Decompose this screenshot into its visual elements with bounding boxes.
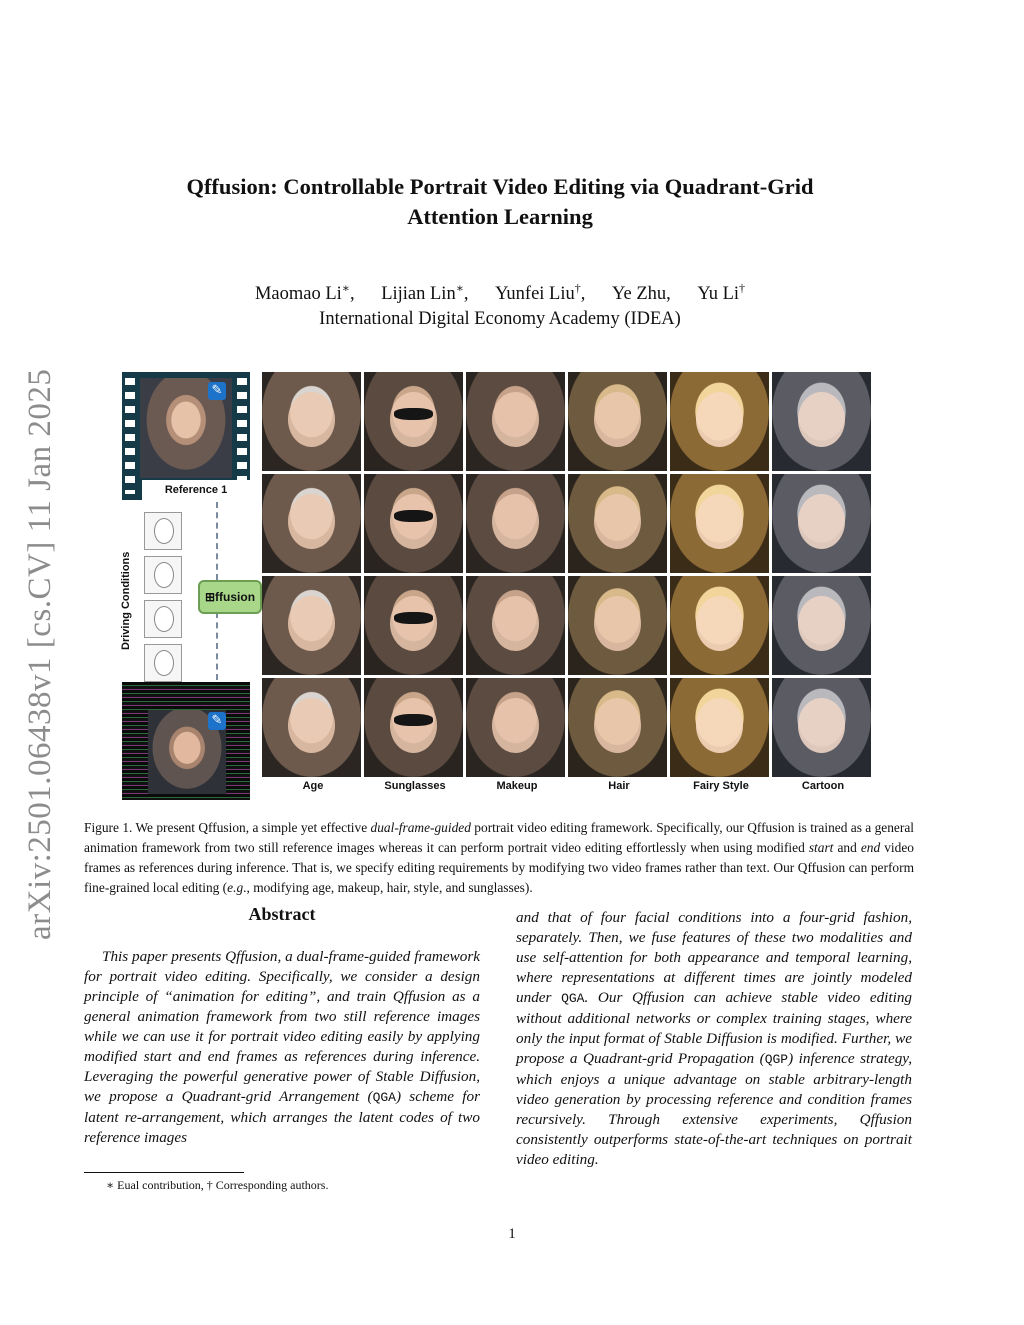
connector-line [216,502,218,580]
result-thumbnail [772,576,871,675]
result-grid [262,372,874,776]
result-thumbnail [772,474,871,573]
column-label-hair: Hair [608,780,630,792]
driving-conditions-label: Driving Conditions [120,551,132,650]
reference-1-film [122,372,250,500]
result-thumbnail [262,474,361,573]
column-label-makeup: Makeup [496,780,538,792]
figure-1 [120,370,880,800]
film-holes [125,378,135,494]
result-thumbnail [568,474,667,573]
abstract-heading: Abstract [248,904,316,924]
footnote-rule [84,1172,244,1173]
author-block [120,276,880,332]
page-number: 1 [508,1226,516,1242]
column-label-age: Age [302,780,324,792]
result-thumbnail [364,678,463,777]
result-thumbnail [568,576,667,675]
result-thumbnail [262,678,361,777]
result-thumbnail [568,678,667,777]
author: Maomao Li∗, [254,281,355,305]
result-thumbnail [262,372,361,471]
result-thumbnail [670,678,769,777]
driving-condition-thumb [144,600,182,638]
result-thumbnail [466,474,565,573]
result-thumbnail [262,576,361,675]
result-thumbnail [670,474,769,573]
reference-2-film [122,682,250,800]
footnote: ∗ Eual contribution, † Corresponding authors. [106,1178,329,1192]
reference-1-label: Reference 1 [142,480,250,500]
author: Lijian Lin∗, [381,281,469,305]
qffusion-box: ⊞ffusion [198,580,262,614]
film-holes [237,378,247,494]
result-thumbnail [466,678,565,777]
driving-condition-thumb [144,644,182,682]
author: Yunfei Liu†, [495,281,586,305]
result-thumbnail [670,576,769,675]
column-label-sunglasses: Sunglasses [384,780,446,792]
result-thumbnail [568,372,667,471]
figure-caption: Figure 1. We present Qffusion, a simple yet effective dual-frame-guided portrait video editing framework. Specifically, our Qffusion is trained as a general animation framework from two still reference images whereas it can perform portrait video editing effortlessly when using modified start and end video frames as references during inference. That is, we specify editing requirements by modifying two video frames rather than text. Our Qffusion can perform fine-grained local editing (e.g., modifying age, makeup, hair, style, and sunglasses). [84,820,914,895]
author-list [120,276,880,307]
driving-condition-thumb [144,556,182,594]
author: Ye Zhu, [612,284,671,305]
driving-condition-thumb [144,512,182,550]
result-thumbnail [772,372,871,471]
abstract-left-column [84,904,480,1148]
column-label-cartoon: Cartoon [801,780,845,792]
author: Yu Li† [697,281,746,305]
abstract-right-column [516,908,912,1170]
title-line-2: Attention Learning [407,204,593,229]
result-thumbnail [364,576,463,675]
result-thumbnail [364,474,463,573]
abstract-text: This paper presents Qffusion, a dual-frame-guided framework for portrait video editing. Specifically, we consider a design principle of “animation for editing”, and train Qffusion as a general animation framework from two still reference images while we can use it for portrait video editing easily by applying modified start and end frames as references during inference. Leveraging the powerful generative power of Stable Diffusion, we propose a Quadrant-grid Arrangement (QGA) scheme for latent re-arrangement, which arranges the latent codes of two reference images [84,948,480,1146]
result-thumbnail [466,372,565,471]
result-thumbnail [772,678,871,777]
arxiv-stamp: arXiv:2501.06438v1 [cs.CV] 11 Jan 2025 [22,368,58,940]
title-line-1: Qffusion: Controllable Portrait Video Editing via Quadrant-Grid [186,174,814,199]
paper-title [120,172,880,232]
edit-pencil-icon: ✎ [208,712,226,730]
connector-line [216,612,218,680]
result-thumbnail [670,372,769,471]
edit-pencil-icon: ✎ [208,382,226,400]
column-label-fairy-style: Fairy Style [693,780,749,792]
result-thumbnail [364,372,463,471]
affiliation: International Digital Economy Academy (IDEA) [319,309,681,330]
result-thumbnail [466,576,565,675]
abstract-text-continued: and that of four facial conditions into a four-grid fashion, separately. Then, we fuse features of these two modalities and use self-attention for both appearance and temporal learning, where representations at different times are jointly modeled under QGA. Our Qffusion can achieve stable video editing without additional networks or complex training stages, where only the input format of Stable Diffusion is modified. Further, we propose a Quadrant-grid Propagation (QGP) inference strategy, which enjoys a unique advantage on stable arbitrary-length video generation by processing reference and condition frames recursively. Through extensive experiments, Qffusion consistently outperforms state-of-the-art techniques on portrait video editing. [516,909,913,1168]
